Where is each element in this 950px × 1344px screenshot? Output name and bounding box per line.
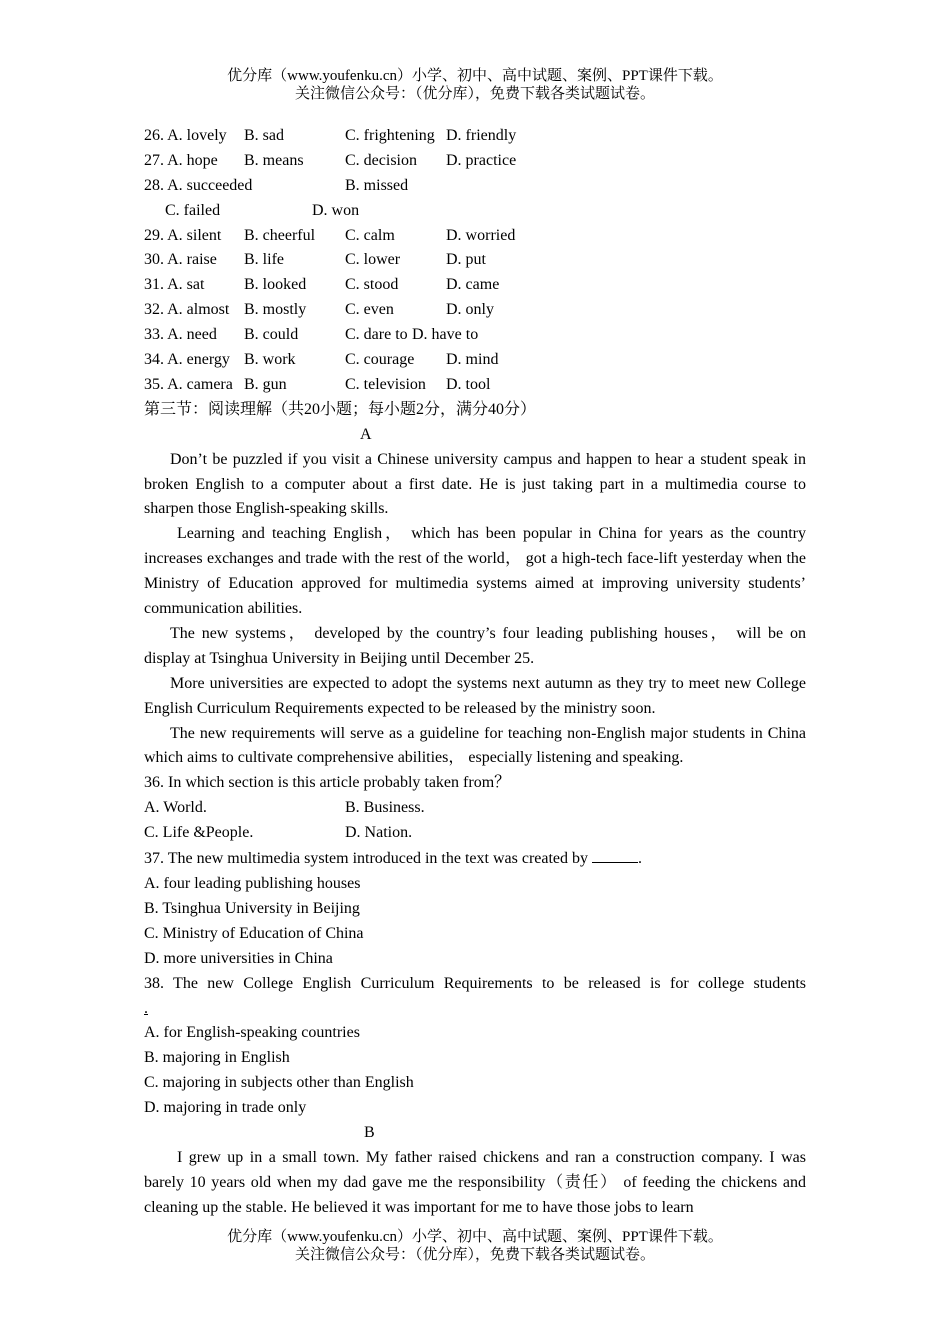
passage-a-paragraph-1: Don’t be puzzled if you visit a Chinese university campus and happen to hear a student speak in broken English to a computer about a first date. He is just taking part in a multimedia course to sharpen those English-speaking skills.	[144, 450, 806, 518]
option-c: C. Ministry of Education of China	[144, 924, 364, 942]
option-b: B. life	[244, 251, 284, 269]
option-b: B. work	[244, 351, 296, 369]
option-a: 27. A. hope	[144, 151, 218, 169]
option-b: B. sad	[244, 127, 284, 144]
option-d: D. tool	[446, 375, 491, 393]
option-d: D. more universities in China	[144, 949, 333, 967]
option-c: C. television	[345, 375, 426, 393]
document-body	[144, 124, 806, 1221]
cloze-row-28-cont	[144, 199, 806, 224]
header-line-1: 优分库（www.youfenku.cn）小学、初中、高中试题、案例、PPT课件下载。	[227, 68, 723, 84]
option-b: B. missed	[345, 176, 409, 194]
question-36-options-cd	[144, 821, 806, 846]
passage-a-paragraph-3: The new systems， developed by the country’s four leading publishing houses， will be on display at Tsinghua University in Beijing until December 25.	[144, 624, 806, 667]
option-d: D. came	[446, 276, 500, 294]
cloze-row-32	[144, 298, 806, 323]
option-c: C. dare to	[345, 326, 408, 344]
passage-a-paragraph-4: More universities are expected to adopt the systems next autumn as they try to meet new College English Curriculum Requirements expected to be released by the ministry soon.	[144, 674, 806, 717]
cloze-row-35	[144, 373, 806, 398]
option-a: 33. A. need	[144, 326, 217, 344]
option-b: B. cheerful	[244, 226, 316, 244]
question-37-stem	[144, 846, 806, 872]
option-c: C. failed	[165, 201, 221, 219]
passage-a-paragraph-5: The new requirements will serve as a guideline for teaching non-English major students in China which aims to cultivate comprehensive abilities， especially listening and speaking.	[144, 724, 806, 767]
option-d: D. mind	[446, 351, 499, 369]
question-37-text: 37. The new multimedia system introduced in the text was created by	[144, 850, 589, 868]
option-a: A. for English-speaking countries	[144, 1024, 360, 1042]
option-c: C. calm	[345, 226, 395, 244]
cloze-row-28	[144, 174, 806, 199]
option-b: B. means	[244, 151, 304, 169]
cloze-row-27	[144, 149, 806, 174]
option-b: B. could	[244, 326, 299, 344]
option-d: D. only	[446, 301, 494, 319]
page-footer	[0, 1228, 950, 1264]
option-c: C. Life &People.	[144, 824, 254, 842]
passage-b-label: B	[364, 1124, 375, 1142]
option-a: 35. A. camera	[144, 375, 233, 393]
passage-b-paragraph-1: I grew up in a small town. My father raised chickens and ran a construction company. I was barely 10 years old when my dad gave me the responsibility（责任） of feeding the chickens and cleaning up the stable. He believed it was important for me to have those jobs to learn	[144, 1148, 806, 1216]
option-a: A. World.	[144, 799, 207, 817]
option-a: 34. A. energy	[144, 351, 230, 369]
option-c: C. lower	[345, 251, 401, 269]
option-a: 31. A. sat	[144, 276, 205, 294]
option-c: C. frightening	[345, 127, 435, 144]
option-a: 30. A. raise	[144, 251, 217, 269]
question-37-period: .	[638, 850, 643, 868]
cloze-row-29	[144, 224, 806, 249]
option-d: D. practice	[446, 151, 517, 169]
question-36-stem: 36. In which section is this article probably taken from？	[144, 774, 511, 792]
question-36-options-ab	[144, 796, 806, 821]
cloze-row-30	[144, 248, 806, 273]
answer-blank	[592, 846, 638, 863]
option-b: B. Business.	[345, 799, 425, 817]
passage-a-label: A	[360, 425, 372, 443]
option-a: 32. A. almost	[144, 301, 230, 319]
option-d: D. Nation.	[345, 824, 413, 842]
option-d: D. put	[446, 251, 486, 269]
section-title: 第三节：阅读理解（共20小题；每小题2分，满分40分）	[144, 400, 537, 418]
footer-line-2: 关注微信公众号：（优分库），免费下载各类试题试卷。	[294, 1247, 655, 1263]
option-d: D. majoring in trade only	[144, 1099, 307, 1117]
question-38-period: .	[144, 999, 148, 1017]
option-c: C. decision	[345, 151, 417, 169]
option-b: B. majoring in English	[144, 1049, 290, 1067]
option-a: 29. A. silent	[144, 226, 222, 244]
page-header	[0, 67, 950, 103]
passage-a-paragraph-2: Learning and teaching English， which has been popular in China for years as the country increases exchanges and trade with the rest of the world， got a high-tech face-lift yesterday when the Ministry of Education approved for multimedia systems aimed at improving university students’ communication abilities.	[144, 525, 806, 618]
cloze-row-26	[144, 124, 806, 149]
option-d: D. friendly	[446, 127, 517, 144]
option-b: B. Tsinghua University in Beijing	[144, 899, 360, 917]
option-b: B. mostly	[244, 301, 307, 319]
option-a: 28. A. succeeded	[144, 176, 253, 194]
cloze-row-34	[144, 348, 806, 373]
option-c: C. courage	[345, 351, 415, 369]
footer-line-1: 优分库（www.youfenku.cn）小学、初中、高中试题、案例、PPT课件下载。	[227, 1229, 723, 1245]
option-d: D. won	[312, 201, 360, 219]
question-38-stem: 38. The new College English Curriculum Requirements to be released is for college students	[144, 974, 806, 992]
cloze-row-33	[144, 323, 806, 348]
option-d: D. worried	[446, 226, 516, 244]
option-c: C. stood	[345, 276, 399, 294]
option-c: C. even	[345, 301, 394, 319]
cloze-row-31	[144, 273, 806, 298]
option-c: C. majoring in subjects other than English	[144, 1074, 414, 1092]
option-b: B. gun	[244, 375, 287, 393]
option-d: D. have to	[412, 326, 479, 344]
option-b: B. looked	[244, 276, 307, 294]
option-a: 26. A. lovely	[144, 127, 227, 144]
header-line-2: 关注微信公众号：（优分库），免费下载各类试题试卷。	[294, 86, 655, 102]
option-a: A. four leading publishing houses	[144, 875, 361, 893]
